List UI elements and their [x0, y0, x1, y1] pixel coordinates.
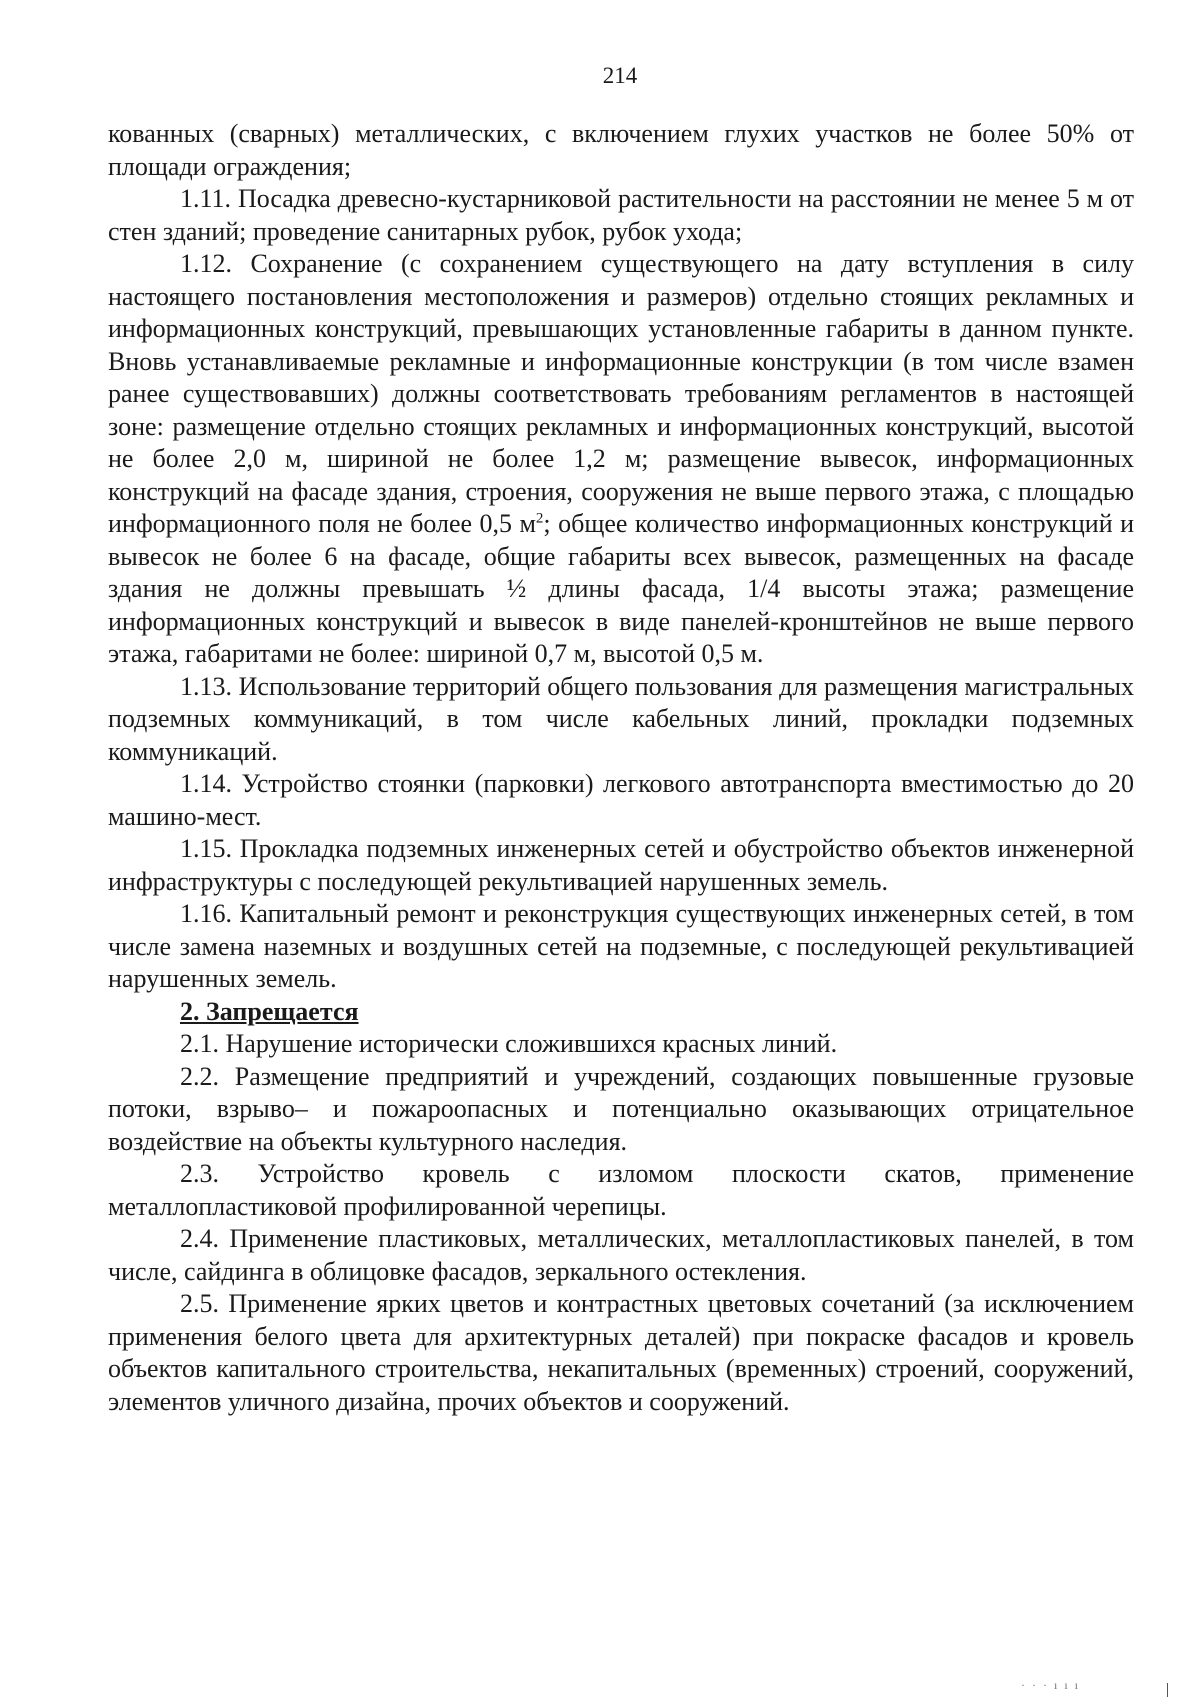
paragraph-1-12-part-2: ; общее количество информационных конструкций и вывесок не более 6 на фасаде, общие габариты всех вывесок, размещенных на фасаде здания не должны превышать ½ длины фасада, 1/4 высоты этажа; размещение информационных конструкций и вывесок в виде панелей-кронштейнов не выше первого этажа, габаритами не более: шириной 0,7 м, высотой 0,5 м. — [108, 509, 1134, 668]
page-number: 214 — [602, 63, 638, 88]
paragraph-2-5: 2.5. Применение ярких цветов и контрастных цветовых сочетаний (за исключением применения белого цвета для архитектурных деталей) при покраске фасадов и кровель объектов капитального строительства, некапитальных (временных) строений, сооружений, элементов уличного дизайна, прочих объектов и сооружений. — [108, 1289, 1134, 1416]
paragraph-1-14: 1.14. Устройство стоянки (парковки) легкового автотранспорта вместимостью до 20 машино-мест. — [108, 769, 1134, 831]
paragraph-1-13: 1.13. Использование территорий общего пользования для размещения магистральных подземных коммуникаций, в том числе кабельных линий, прокладки подземных коммуникаций. — [108, 671, 1134, 766]
paragraph-continuation: кованных (сварных) металлических, с включением глухих участков не более 50% от площади ограждения; — [108, 119, 1134, 181]
scan-edge-line — [1167, 1683, 1168, 1697]
paragraph-2-3: 2.3. Устройство кровель с изломом плоскости скатов, применение металлопластиковой профилированной черепицы. — [108, 1159, 1134, 1221]
scan-artifact: · · · ı ı ı — [1021, 1678, 1080, 1692]
paragraph-1-11: 1.11. Посадка древесно-кустарниковой растительности на расстоянии не менее 5 м от стен зданий; проведение санитарных рубок, рубок ухода; — [108, 184, 1134, 246]
paragraph-2-2: 2.2. Размещение предприятий и учреждений, создающих повышенные грузовые потоки, взрыво– и пожароопасных и потенциально оказывающих отрицательное воздействие на объекты культурного наследия. — [108, 1061, 1134, 1156]
section-2-heading: 2. Запрещается — [180, 996, 359, 1026]
paragraph-2-4: 2.4. Применение пластиковых, металлических, металлопластиковых панелей, в том числе, сайдинга в облицовке фасадов, зеркального остекления. — [108, 1224, 1134, 1286]
paragraph-1-12 — [108, 248, 1134, 671]
paragraph-1-15: 1.15. Прокладка подземных инженерных сетей и обустройство объектов инженерной инфраструктуры с последующей рекультивацией нарушенных земель. — [108, 834, 1134, 896]
document-body — [108, 118, 1134, 1418]
paragraph-1-12-part-1: 1.12. Сохранение (с сохранением существующего на дату вступления в силу настоящего постановления местоположения и размеров) отдельно стоящих рекламных и информационных конструкций, превышающих установленные габариты в данном пункте. Вновь устанавливаемые рекламные и информационные конструкции (в том числе взамен ранее существовавших) должны соответствовать требованиям регламентов в настоящей зоне: размещение отдельно стоящих рекламных и информационных конструкций, высотой не более 2,0 м, шириной не более 1,2 м; размещение вывесок, информационных конструкций на фасаде здания, строения, сооружения не выше первого этажа, с площадью информационного поля не более 0,5 м — [108, 249, 1134, 538]
superscript-square: 2 — [535, 510, 544, 527]
paragraph-2-1: 2.1. Нарушение исторически сложившихся красных линий. — [180, 1029, 838, 1058]
paragraph-1-16: 1.16. Капитальный ремонт и реконструкция существующих инженерных сетей, в том числе замена наземных и воздушных сетей на подземные, с последующей рекультивацией нарушенных земель. — [108, 899, 1134, 993]
